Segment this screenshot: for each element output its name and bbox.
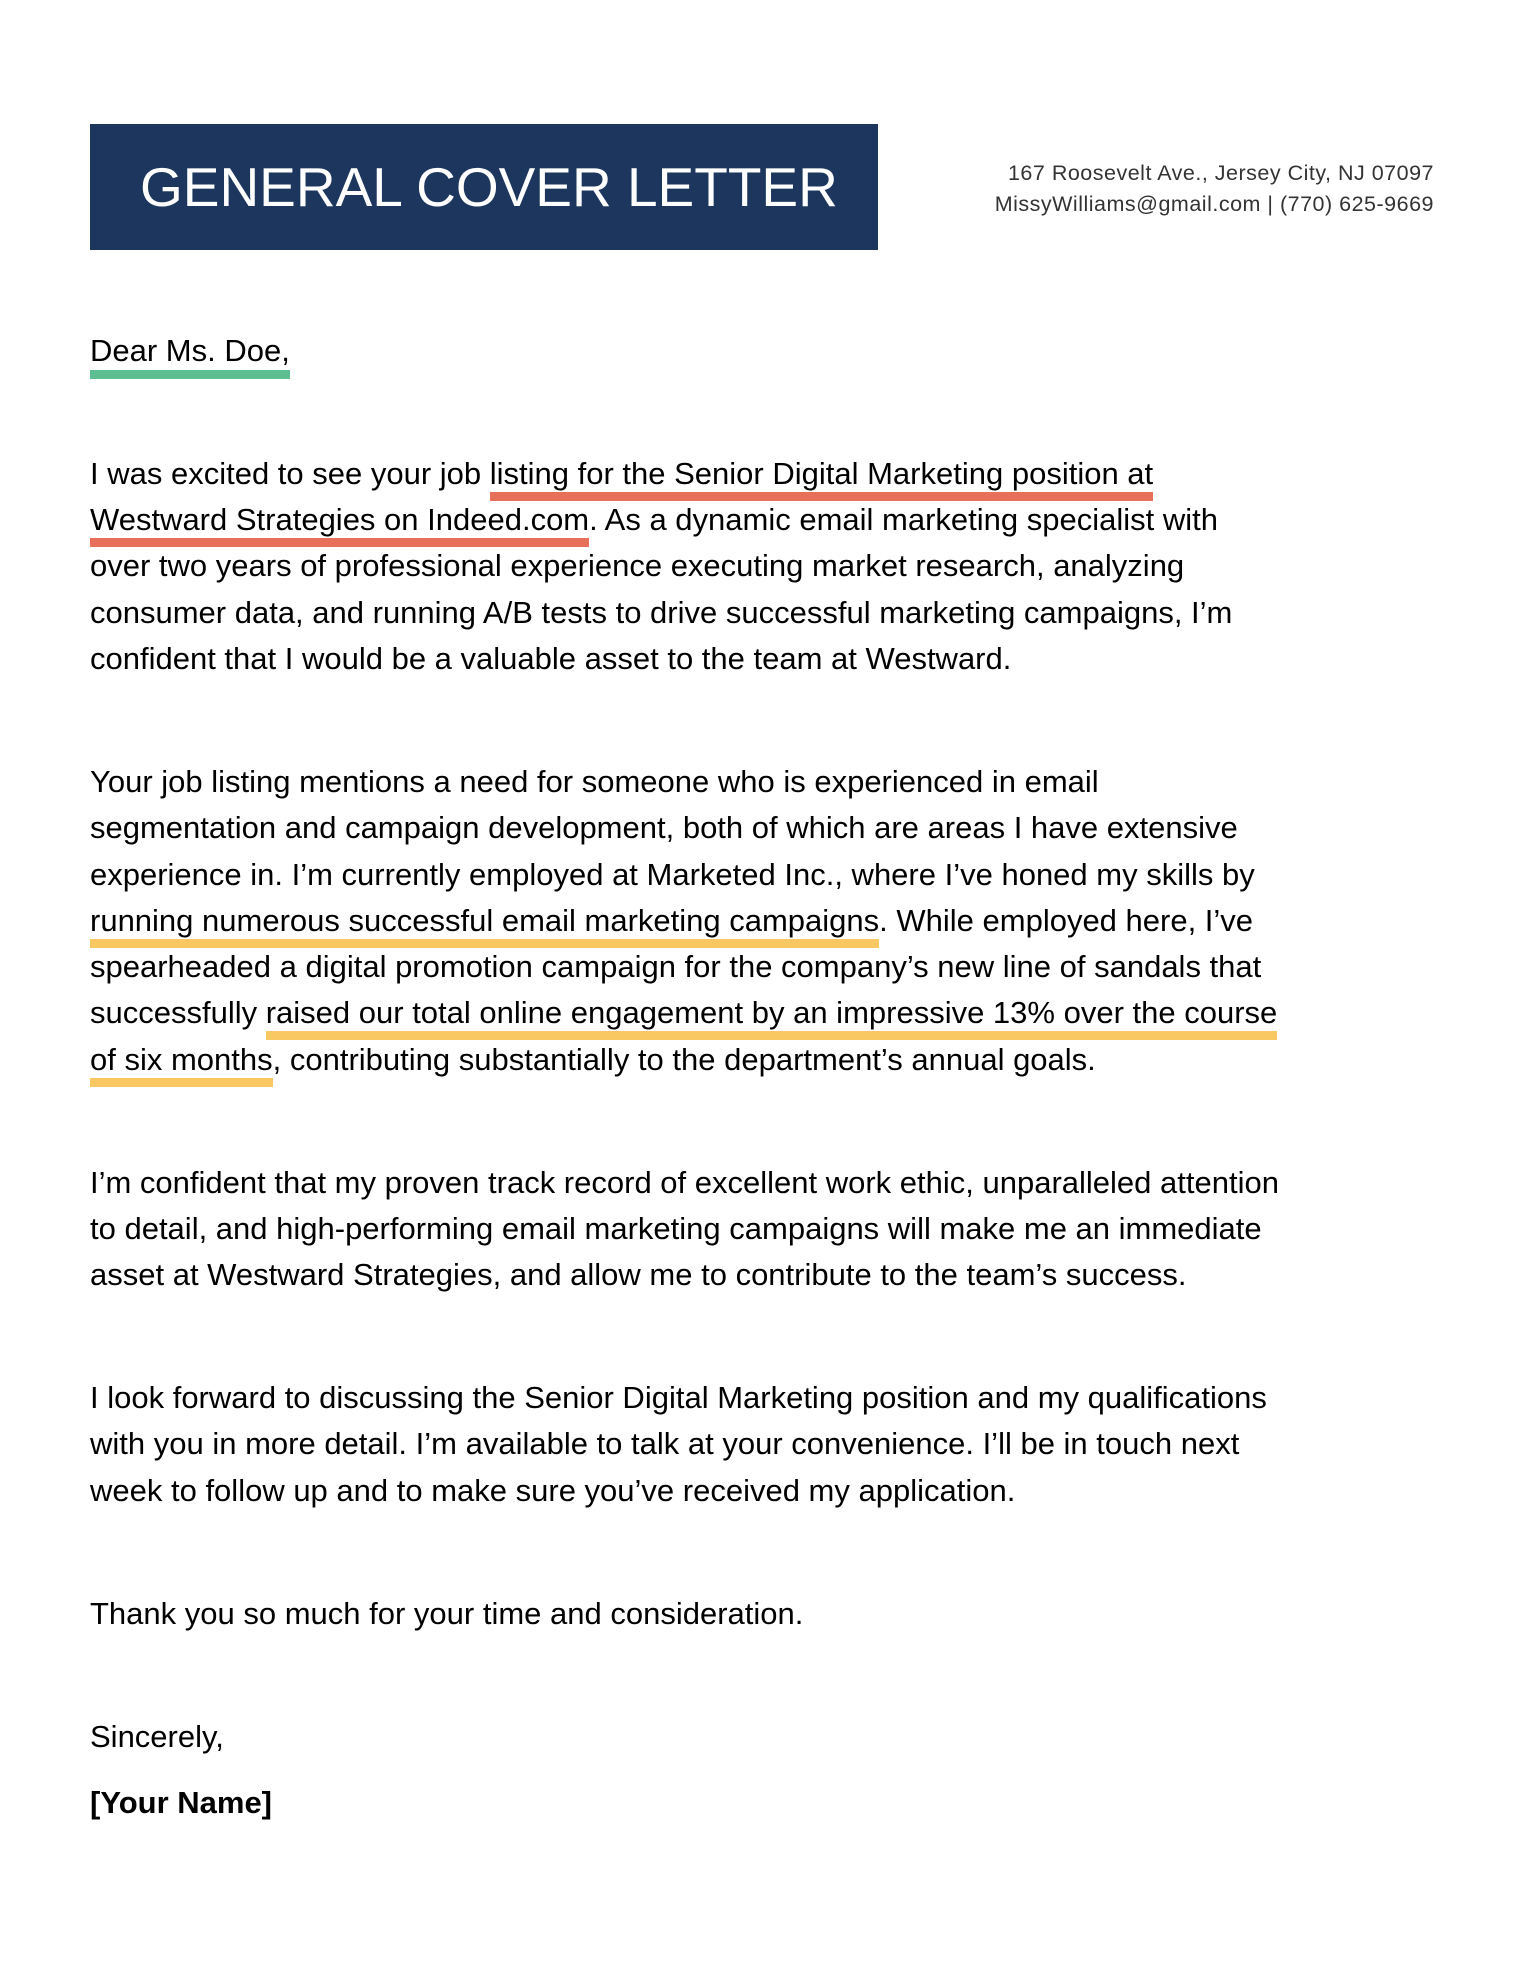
p1-line-2	[90, 501, 1218, 539]
address: 167 Roosevelt Ave., Jersey City, NJ 07097	[1007, 161, 1434, 185]
closing: Sincerely,	[90, 1719, 224, 1754]
text: successfully	[90, 995, 266, 1030]
email-phone: MissyWilliams@gmail.com | (770) 625-9669	[994, 192, 1434, 216]
p2-line-3: experience in. I’m currently employed at Marketed Inc., where I’ve honed my skills by	[90, 857, 1255, 892]
text: , contributing substantially to the department’s annual goals.	[272, 1042, 1096, 1077]
p2-line-6	[90, 994, 1277, 1032]
salutation-line	[90, 332, 290, 370]
document-title: GENERAL COVER LETTER	[140, 156, 838, 218]
salutation: Dear Ms. Doe,	[90, 333, 290, 368]
p1-line-3: over two years of professional experience executing market research, analyzing	[90, 548, 1185, 583]
text: . As a dynamic email marketing specialist with	[589, 502, 1218, 537]
p2-line-1: Your job listing mentions a need for someone who is experienced in email	[90, 764, 1099, 799]
text: . While employed here, I’ve	[879, 903, 1254, 938]
job-reference-highlight: listing for the Senior Digital Marketing position at	[489, 456, 1154, 491]
p2-line-7	[90, 1041, 1096, 1079]
p4-line-3: week to follow up and to make sure you’ve received my application.	[90, 1473, 1016, 1508]
p4-line-2: with you in more detail. I’m available to talk at your convenience. I’ll be in touch next	[90, 1426, 1240, 1461]
title-banner	[90, 124, 878, 250]
p1-line-1	[90, 455, 1153, 493]
p2-line-5: spearheaded a digital promotion campaign for the company’s new line of sandals that	[90, 949, 1262, 984]
p5-line-1: Thank you so much for your time and consideration.	[90, 1596, 804, 1631]
p2-line-2: segmentation and campaign development, both of which are areas I have extensive	[90, 810, 1238, 845]
p1-line-5: confident that I would be a valuable asset to the team at Westward.	[90, 641, 1012, 676]
contact-info	[995, 158, 1434, 220]
achievement-highlight: running numerous successful email marketing campaigns	[90, 903, 880, 938]
signature: [Your Name]	[90, 1785, 273, 1820]
p3-line-3: asset at Westward Strategies, and allow me to contribute to the team’s success.	[90, 1257, 1187, 1292]
p3-line-1: I’m confident that my proven track record of excellent work ethic, unparalleled attention	[90, 1165, 1279, 1200]
text: I was excited to see your job	[90, 456, 490, 491]
p1-line-4: consumer data, and running A/B tests to drive successful marketing campaigns, I’m	[90, 595, 1233, 630]
job-reference-highlight: Westward Strategies on Indeed.com	[90, 502, 590, 537]
achievement-highlight: raised our total online engagement by an impressive 13% over the course	[265, 995, 1278, 1030]
p2-line-4	[90, 902, 1253, 940]
p3-line-2: to detail, and high-performing email marketing campaigns will make me an immediate	[90, 1211, 1262, 1246]
p4-line-1: I look forward to discussing the Senior Digital Marketing position and my qualifications	[90, 1380, 1267, 1415]
achievement-highlight: of six months	[90, 1042, 273, 1077]
